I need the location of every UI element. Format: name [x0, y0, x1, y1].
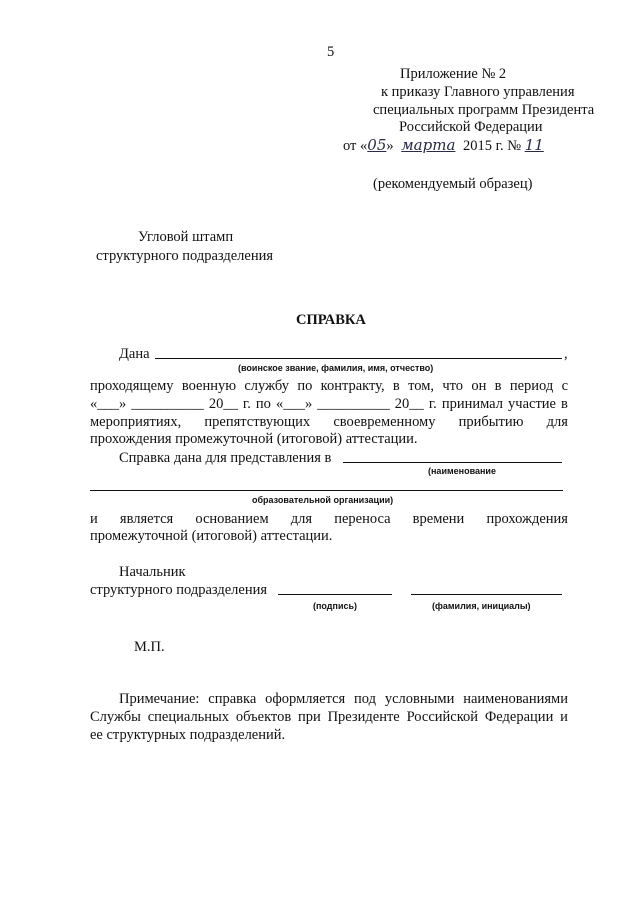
- word: в: [494, 378, 502, 394]
- unit-label: структурного подразделения: [90, 582, 268, 598]
- signature-caption: (подпись): [313, 601, 358, 611]
- issued-to-comma: ,: [564, 346, 568, 362]
- word: Президенте: [327, 709, 400, 725]
- date-month-handwritten: марта: [401, 136, 456, 154]
- chief-label: Начальник: [119, 564, 186, 580]
- rank-name-field-line: [155, 358, 562, 359]
- date-number-handwritten: 11: [524, 136, 544, 154]
- seal-placeholder: М.П.: [134, 639, 165, 655]
- date-day-handwritten: 05: [367, 136, 387, 154]
- appendix-line-4: Российской Федерации: [399, 119, 543, 135]
- word: для: [546, 414, 568, 430]
- word: по: [255, 396, 271, 412]
- appendix-line-2: к приказу Главного управления: [381, 84, 575, 100]
- word: принимал: [441, 396, 503, 412]
- issued-to-label: Дана: [119, 346, 150, 362]
- org-name-caption: (наименование: [428, 466, 496, 476]
- body-line-9: промежуточной (итоговой) аттестации.: [90, 528, 333, 544]
- name-initials-field-line: [411, 594, 562, 595]
- word: с: [561, 378, 568, 394]
- document-title: СПРАВКА: [296, 312, 366, 328]
- appendix-line-3: специальных программ Президента: [373, 102, 595, 118]
- word: том,: [408, 378, 434, 394]
- word: в: [561, 396, 568, 412]
- word: для: [290, 511, 313, 527]
- word: Российской: [406, 709, 479, 725]
- word: переноса: [334, 511, 391, 527]
- word: период: [509, 378, 554, 394]
- org-caption: образовательной организации): [252, 495, 394, 505]
- date-mid: »: [386, 138, 394, 154]
- word: своевременному: [333, 414, 436, 430]
- footnote-line-2: [90, 709, 568, 726]
- word: г.: [428, 396, 437, 412]
- word: прибытию: [458, 414, 524, 430]
- presented-to-label: Справка дана для представления в: [119, 450, 332, 466]
- page-number: 5: [327, 44, 335, 60]
- word: в: [392, 378, 400, 394]
- name-initials-caption: (фамилия, инициалы): [432, 601, 531, 611]
- word: __________: [131, 396, 204, 412]
- date-prefix: от «: [343, 138, 368, 154]
- org-name-field-line: [90, 490, 563, 491]
- word: при: [297, 709, 321, 725]
- word: Службы: [90, 709, 141, 725]
- word: справка: [208, 691, 257, 707]
- word: __________: [317, 396, 390, 412]
- word: объектов: [235, 709, 292, 725]
- recommended-sample-note: (рекомендуемый образец): [373, 176, 533, 192]
- word: условными: [384, 691, 455, 707]
- presented-to-field-line: [343, 462, 562, 463]
- word: 20__: [208, 396, 238, 412]
- date-year: 2015 г. №: [463, 138, 522, 154]
- word: основанием: [195, 511, 269, 527]
- word: мероприятиях,: [90, 414, 182, 430]
- body-line-5: прохождения промежуточной (итоговой) аттестации.: [90, 431, 418, 447]
- appendix-line-1: Приложение № 2: [400, 66, 507, 82]
- word: 20__: [394, 396, 424, 412]
- body-line-4: [90, 414, 568, 431]
- body-line-3-period: [90, 396, 568, 413]
- stamp-line-1: Угловой штамп: [138, 229, 234, 245]
- word: г.: [242, 396, 251, 412]
- word: и: [560, 709, 568, 725]
- stamp-line-2: структурного подразделения: [96, 248, 274, 264]
- word: участие: [508, 396, 556, 412]
- word: «___»: [275, 396, 313, 412]
- word: он: [471, 378, 487, 394]
- footnote-line-1: [119, 691, 568, 708]
- word: является: [119, 511, 174, 527]
- word: военную: [181, 378, 237, 394]
- word: времени: [412, 511, 465, 527]
- word: «___»: [90, 396, 127, 412]
- signature-field-line: [278, 594, 392, 595]
- word: Федерации: [484, 709, 554, 725]
- word: оформляется: [265, 691, 346, 707]
- body-line-2: [90, 378, 568, 395]
- rank-name-caption: (воинское звание, фамилия, имя, отчество): [238, 363, 434, 373]
- appendix-date-line: [343, 136, 544, 155]
- word: и: [90, 511, 98, 527]
- word: наименованиями: [463, 691, 568, 707]
- word: прохождения: [486, 511, 568, 527]
- footnote-line-3: ее структурных подразделений.: [90, 727, 286, 743]
- word: проходящему: [90, 378, 174, 394]
- word: что: [442, 378, 464, 394]
- body-line-8: [90, 511, 568, 528]
- word: контракту,: [320, 378, 385, 394]
- word: службу: [244, 378, 289, 394]
- word: Примечание:: [119, 691, 200, 707]
- word: под: [354, 691, 377, 707]
- word: специальных: [147, 709, 230, 725]
- word: препятствующих: [204, 414, 311, 430]
- word: по: [297, 378, 313, 394]
